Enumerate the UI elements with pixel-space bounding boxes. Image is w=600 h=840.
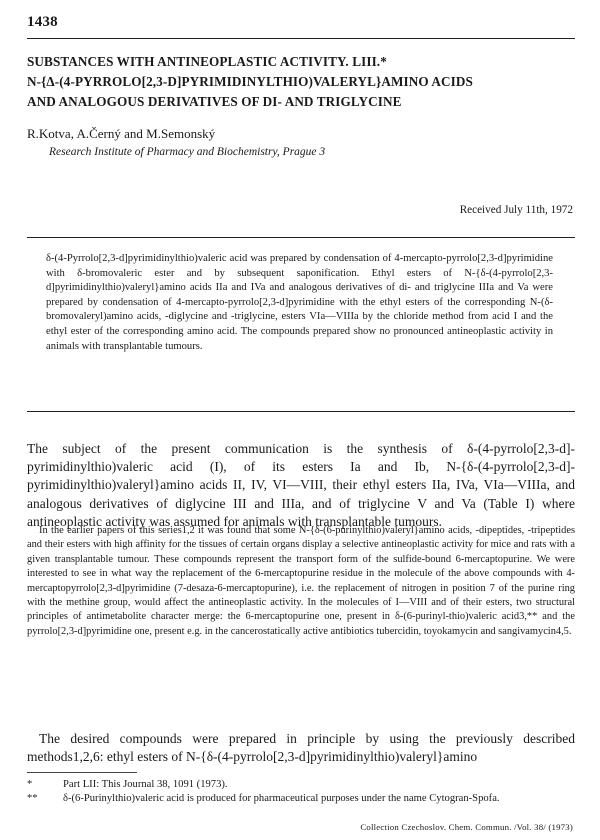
- received-date: Received July 11th, 1972: [459, 204, 573, 216]
- affiliation: Research Institute of Pharmacy and Biochemistry, Prague 3: [49, 146, 326, 158]
- abstract-bottom-rule: [27, 411, 575, 412]
- article-title: [27, 52, 575, 112]
- intro-paragraph: The subject of the present communication is the synthesis of δ-(4-pyrrolo[2,3-d]-pyrimidinylthio)valeric acid (I), of its esters Ia and Ib, N-{δ-(4-pyrrolo[2,3-d]-pyrimidinylthio)valeryl}amino acids II, IV, VI—VIII, their ethyl esters IIa, IVa, VIa—VIIIa, and analogous derivatives of diglycine III and IIIa, and of triglycine V and Va (Table I) where antineoplastic activity was assumed for animals with transplantable tumours.: [27, 441, 575, 529]
- title-line-3: AND ANALOGOUS DERIVATIVES OF DI- AND TRIGLYCINE: [27, 94, 402, 109]
- footnote-1-mark: *: [27, 779, 33, 790]
- footnote-rule: [27, 772, 137, 773]
- methods-paragraph: The desired compounds were prepared in principle by using the previously described methods1,2,6: ethyl esters of N-{δ-(4-pyrrolo[2,3-d]pyrimidinylthio)valeryl}amino: [27, 731, 575, 765]
- footnote-2-mark: **: [27, 793, 38, 804]
- footnote-2: [27, 792, 575, 806]
- header-rule: [27, 38, 575, 39]
- journal-footer: Collection Czechoslov. Chem. Commun. /Vol. 38/ (1973): [360, 822, 573, 832]
- footnote-1-text: Part LII: This Journal 38, 1091 (1973).: [63, 779, 228, 790]
- title-line-1: SUBSTANCES WITH ANTINEOPLASTIC ACTIVITY. LIII.*: [27, 54, 387, 69]
- abstract-top-rule: [27, 237, 575, 238]
- title-line-2: N-{Δ-(4-PYRROLO[2,3-D]PYRIMIDINYLTHIO)VALERYL}AMINO ACIDS: [27, 74, 473, 89]
- background-paragraph: In the earlier papers of this series1,2 it was found that some N-{δ-(6-purinylthio)valeryl}amino acids, -dipeptides, -tripeptides and their esters with high affinity for the tissues of certain organs display a selective antineoplastic activity for mice and rats with a given transplantable tumour. These compounds represent the transport form of the sulfide-bound 6-mercaptopurine. We were interested to see in what way the replacement of the 6-mercaptopurine residue in the molecule of the above compounds with 4-mercaptopyrrolo[2,3-d]pyrimidine (7-desaza-6-mercaptopurine), i.e. the replacement of nitrogen in position 7 of the purine ring with the methine group, would affect the antineoplastic activity. In the molecules of I—VIII and of their esters, two structural principles of antimetabolite character merge: the 6-mercaptopurine one, present in δ-(6-purinyl-thio)valeric acid3,** and the pyrrolo[2,3-d]pyrimidine one, present e.g. in the cancerostatically active antibiotics tubercidin, toyokamycin and sangivamycin4,5.: [27, 525, 575, 637]
- authors: R.Kotva, A.Černý and M.Semonský: [27, 126, 216, 141]
- abstract: δ-(4-Pyrrolo[2,3-d]pyrimidinylthio)valeric acid was prepared by condensation of 4-mercapto-pyrrolo[2,3-d]pyrimidine with δ-bromovaleric ester and by subsequent saponification. Ethyl esters of N-{δ-(4-pyrrolo[2,3-d]pyrimidinylthio)valeryl}amino acids IIa and IVa and analogous derivatives of di- and triglycine IIIa and Va were prepared by condensation of 4-mercapto-pyrrolo[2,3-d]pyrimidine with the ethyl esters of the corresponding N-(δ-bromovaleryl)amino acids, -diglycine and -triglycine, esters VIa—VIIIa by the chloride method from acid I and the ethyl ester of the corresponding amino acid. The compounds prepared show no pronounced antineoplastic activity in animals with transplantable tumours.: [46, 253, 553, 352]
- footnote-2-text: δ-(6-Purinylthio)valeric acid is produced for pharmaceutical purposes under the name Cytogran-Spofa.: [63, 793, 500, 804]
- page-number: 1438: [27, 14, 58, 30]
- footnote-1: [27, 778, 575, 792]
